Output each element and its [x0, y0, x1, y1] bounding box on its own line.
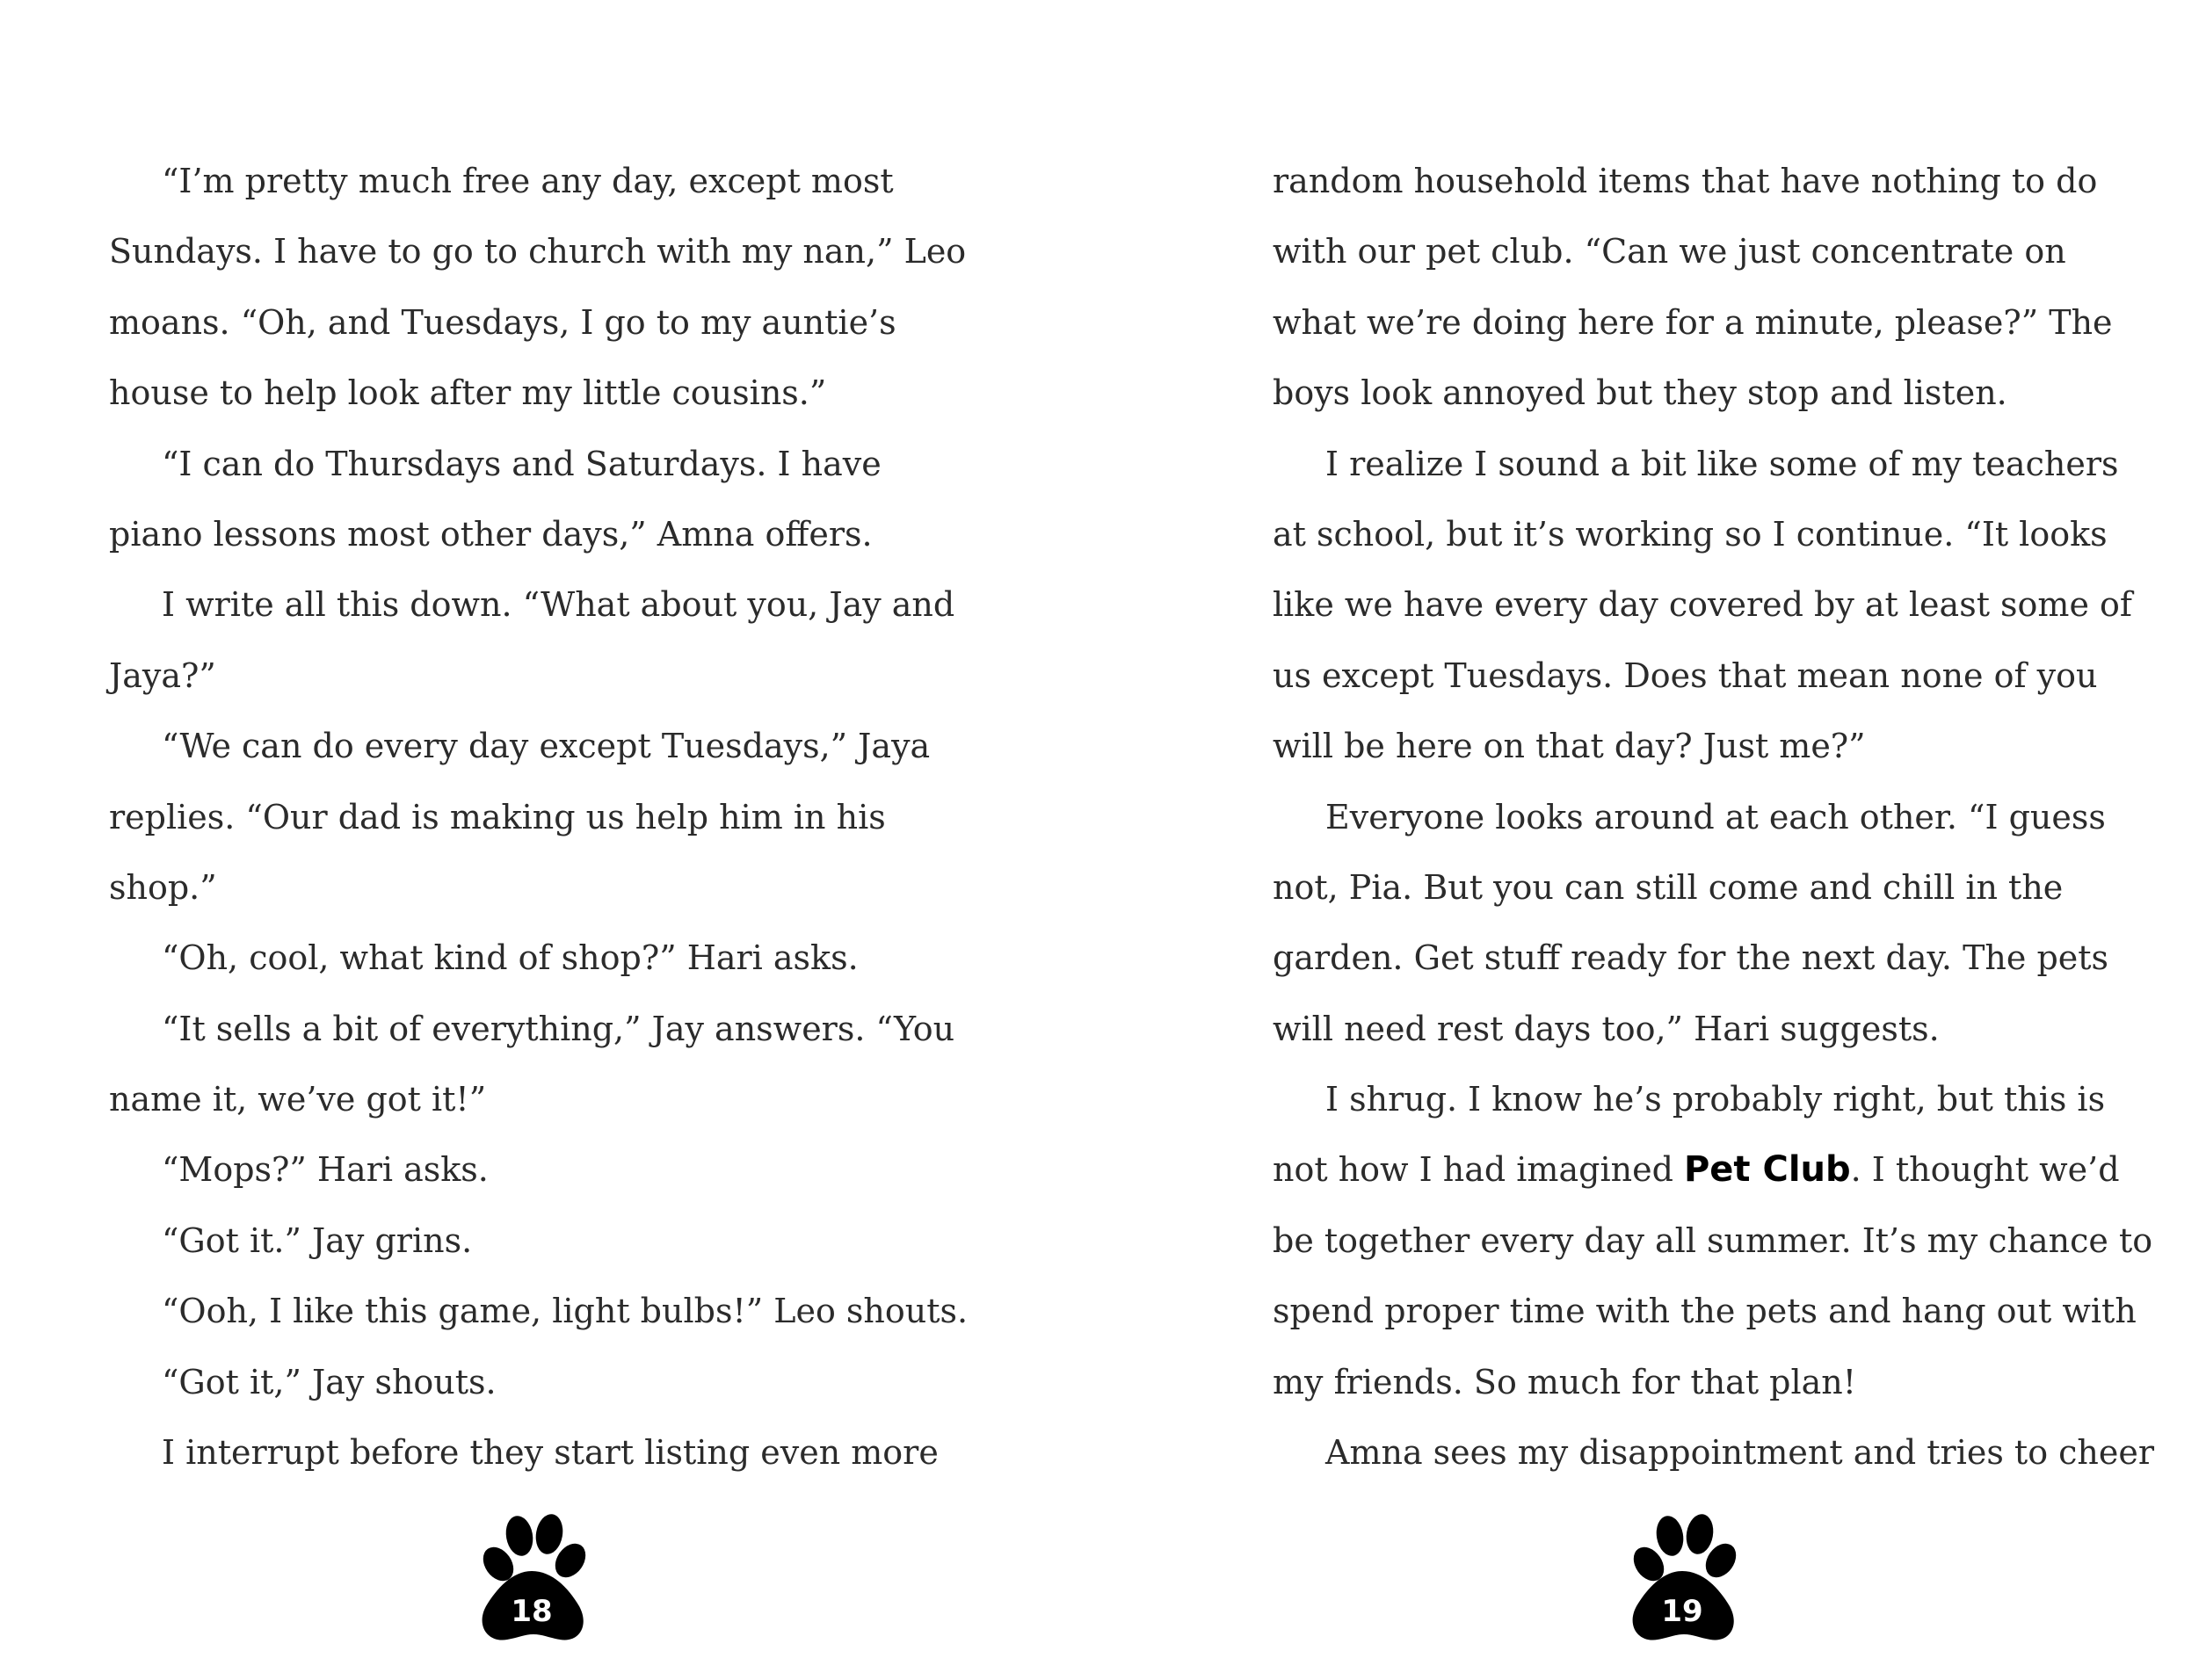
text-line: “We can do every day except Tuesdays,” Jaya	[162, 727, 931, 766]
text-line: will need rest days too,” Hari suggests.	[1273, 1009, 1940, 1048]
pet-club-logo-text: Pet Club	[1683, 1149, 1851, 1191]
left-page	[109, 146, 979, 1488]
text-line: I shrug. I know he’s probably right, but this is	[1325, 1080, 2106, 1119]
text-line: piano lessons most other days,” Amna offers.	[109, 514, 873, 554]
text-line	[1273, 1134, 2143, 1205]
text-line: spend proper time with the pets and hang out with	[1273, 1292, 2137, 1331]
text-line: not, Pia. But you can still come and chill in the	[1273, 867, 2064, 907]
text-line: at school, but it’s working so I continue. “It looks	[1273, 514, 2108, 554]
text-line: “I can do Thursdays and Saturdays. I have	[162, 444, 882, 483]
text-line: I write all this down. “What about you, Jay and	[162, 585, 955, 625]
text-segment: not how I had imagined	[1273, 1150, 1684, 1190]
text-segment: . I thought we’d	[1850, 1150, 2120, 1190]
text-line: “I’m pretty much free any day, except most	[162, 162, 894, 200]
text-line: “It sells a bit of everything,” Jay answers. “You	[162, 1009, 955, 1048]
text-line: boys look annoyed but they stop and listen.	[1273, 373, 2007, 413]
text-line: house to help look after my little cousins.”	[109, 373, 827, 413]
text-line: will be here on that day? Just me?”	[1273, 727, 1866, 766]
text-line: Amna sees my disappointment and tries to cheer	[1325, 1433, 2155, 1473]
text-line: Sundays. I have to go to church with my nan,” Leo	[109, 232, 967, 272]
text-line: random household items that have nothing to do	[1273, 162, 2098, 200]
text-line: garden. Get stuff ready for the next day. The pets	[1273, 938, 2109, 978]
text-line: Everyone looks around at each other. “I guess	[1325, 797, 2106, 836]
page-number-right	[1612, 1508, 1752, 1648]
text-line: replies. “Our dad is making us help him in his	[109, 797, 886, 836]
text-line: like we have every day covered by at least some of	[1273, 585, 2132, 625]
text-line: I realize I sound a bit like some of my teachers	[1325, 444, 2119, 483]
text-line: shop.”	[109, 867, 217, 907]
text-line: with our pet club. “Can we just concentrate on	[1273, 232, 2066, 272]
text-line: what we’re doing here for a minute, please?” The	[1273, 302, 2113, 342]
text-line: us except Tuesdays. Does that mean none of you	[1273, 655, 2098, 695]
text-line: name it, we’ve got it!”	[109, 1080, 487, 1119]
page-number: 19	[1661, 1594, 1703, 1629]
text-line: “Ooh, I like this game, light bulbs!” Leo shouts.	[162, 1292, 969, 1331]
right-page	[1273, 146, 2155, 1488]
text-line: “Got it.” Jay grins.	[162, 1220, 473, 1260]
page-number: 18	[511, 1594, 553, 1629]
text-line: I interrupt before they start listing even more	[162, 1433, 939, 1473]
text-line: my friends. So much for that plan!	[1273, 1362, 1857, 1401]
text-line: “Oh, cool, what kind of shop?” Hari asks.	[162, 938, 859, 978]
text-line: “Mops?” Hari asks.	[162, 1150, 489, 1190]
page-number-left	[461, 1508, 602, 1648]
text-line: moans. “Oh, and Tuesdays, I go to my auntie’s	[109, 302, 896, 342]
text-line: “Got it,” Jay shouts.	[162, 1362, 497, 1401]
text-line: Jaya?”	[109, 655, 216, 695]
text-line: be together every day all summer. It’s my chance to	[1273, 1220, 2153, 1260]
